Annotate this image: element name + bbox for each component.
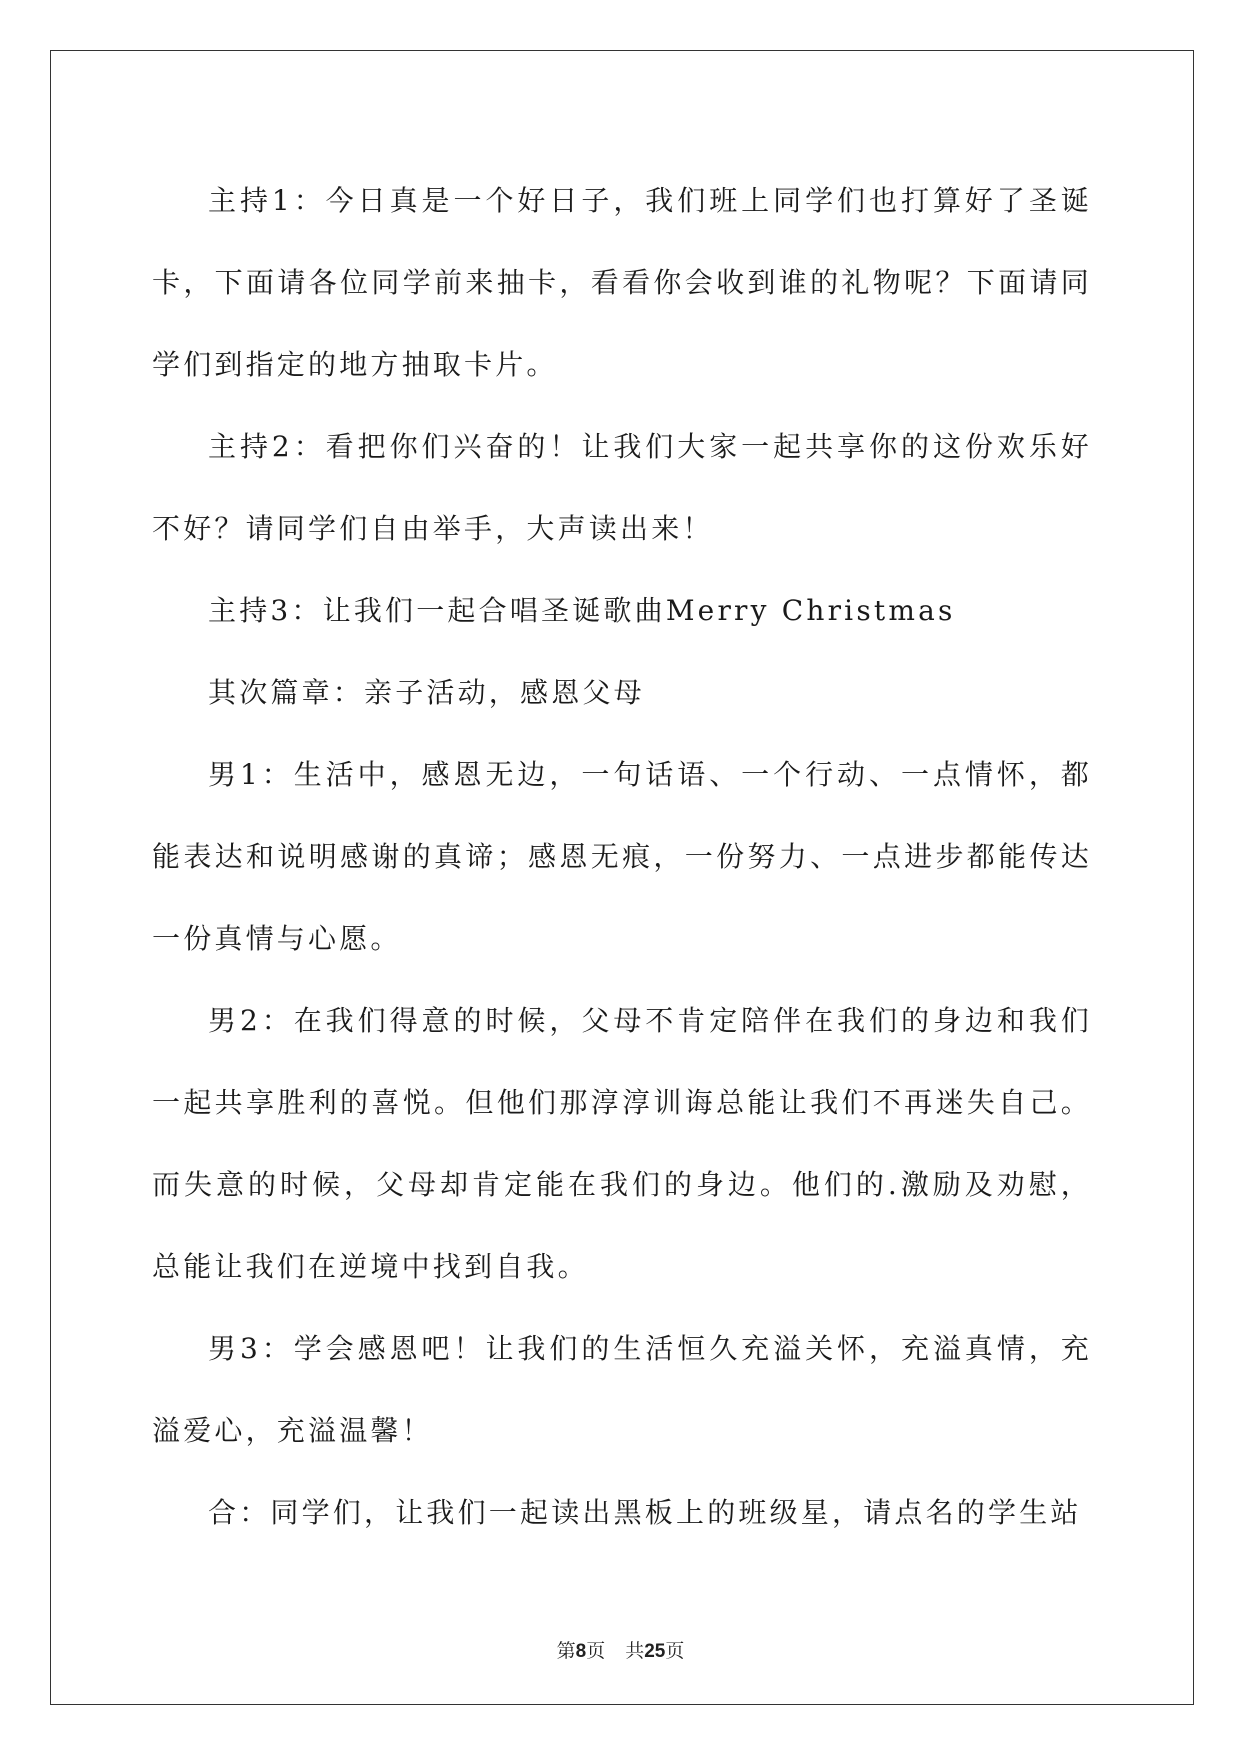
current-page-number: 8 [575, 1641, 587, 1662]
footer-prefix: 第 [556, 1640, 576, 1662]
page-footer [0, 1636, 1241, 1663]
paragraph-male-1: 男1：生活中，感恩无边，一句话语、一个行动、一点情怀，都能表达和说明感谢的真谛；感恩无痕，一份努力、一点进步都能传达一份真情与心愿。 [152, 758, 1092, 955]
paragraph-male-2: 男2：在我们得意的时候，父母不肯定陪伴在我们的身边和我们一起共享胜利的喜悦。但他们那淳淳训诲总能让我们不再迷失自己。而失意的时候，父母却肯定能在我们的身边。他们的.激励及劝慰，总能让我们在逆境中找到自我。 [152, 1004, 1092, 1283]
paragraph-male-3: 男3：学会感恩吧！让我们的生活恒久充溢关怀，充溢真情，充溢爱心，充溢温馨！ [152, 1332, 1092, 1447]
document-body [152, 160, 1092, 1554]
paragraph-chorus: 合：同学们，让我们一起读出黑板上的班级星，请点名的学生站 [208, 1496, 1082, 1529]
paragraph-host-1: 主持1：今日真是一个好日子，我们班上同学们也打算好了圣诞卡，下面请各位同学前来抽卡，看看你会收到谁的礼物呢？下面请同学们到指定的地方抽取卡片。 [152, 184, 1092, 381]
footer-page-unit: 页 [586, 1640, 606, 1662]
paragraph-chapter-heading: 其次篇章：亲子活动，感恩父母 [208, 676, 645, 709]
paragraph-host-3: 主持3：让我们一起合唱圣诞歌曲Merry Christmas [208, 594, 956, 627]
footer-total-unit: 页 [665, 1640, 685, 1662]
footer-total-prefix: 共 [625, 1640, 645, 1662]
total-pages-number: 25 [644, 1641, 666, 1662]
paragraph-host-2: 主持2：看把你们兴奋的！让我们大家一起共享你的这份欢乐好不好？请同学们自由举手，大声读出来！ [152, 430, 1092, 545]
